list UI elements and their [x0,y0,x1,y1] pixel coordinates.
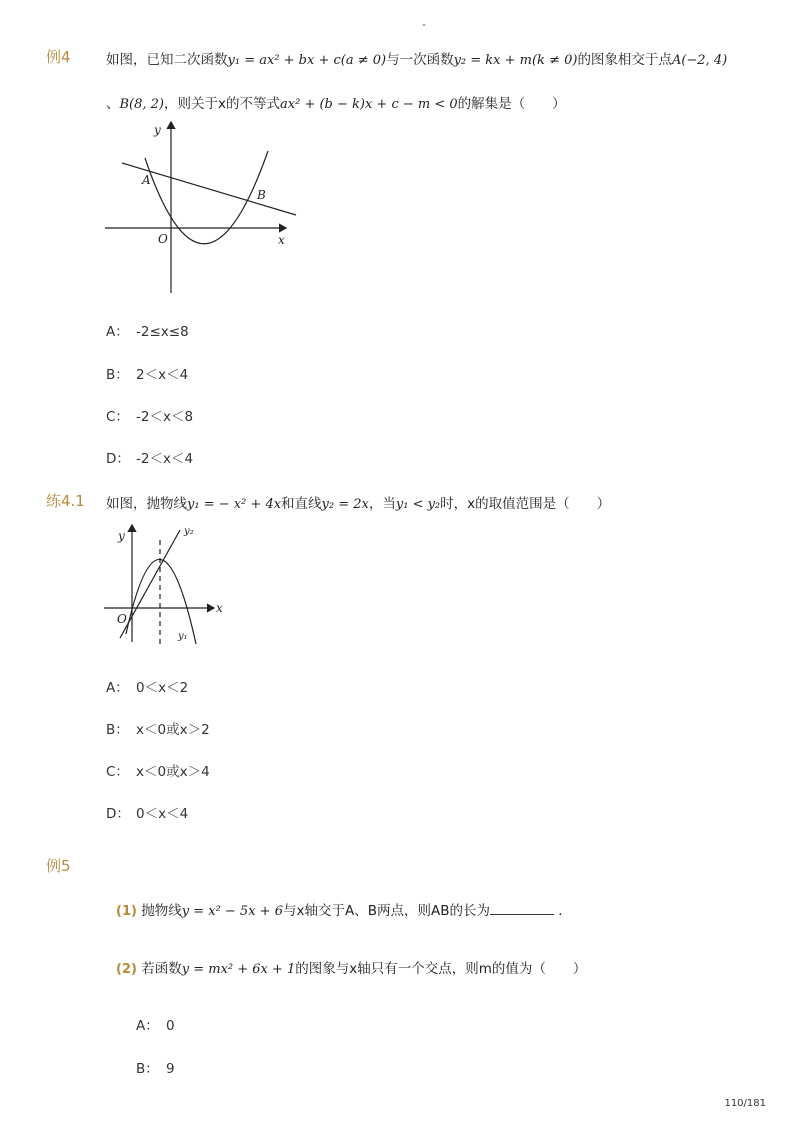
answer-blank[interactable] [490,902,554,915]
exercise-4-1-tag: 练4.1 [46,492,85,510]
origin-label: O [117,612,127,626]
point-a: A(−2, 4) [671,53,728,68]
example-4-option-b[interactable]: B： 2＜x＜4 [106,367,189,383]
y2-label: y₂ [184,526,194,537]
x-label: x [278,233,285,247]
example-5-part-1: (1) 抛物线y = x² − 5x + 6与x轴交于A、B两点，则AB的长为 ． [116,903,572,919]
example-5-option-b[interactable]: B： 9 [136,1061,175,1077]
page-marker: - [422,18,426,31]
example-4-option-c[interactable]: C： -2＜x＜8 [106,409,194,425]
page-number: 110/181 [724,1098,766,1109]
exercise-4-1-option-d[interactable]: D： 0＜x＜4 [106,806,189,822]
part-1-function: y = x² − 5x + 6 [181,904,283,919]
part-2-number: (2) [116,962,137,977]
condition: y₁ < y₂ [395,497,441,512]
point-b-label: B [257,188,266,202]
parabola-curve [145,151,268,244]
line-function: y₂ = 2x [321,497,369,512]
exercise-4-1-option-c[interactable]: C： x＜0或x＞4 [106,764,210,780]
example-4-tag: 例4 [46,48,71,66]
example-4-option-a[interactable]: A： -2≤x≤8 [106,324,189,340]
part-2-function: y = mx² + 6x + 1 [181,962,296,977]
quadratic-function: y₁ = ax² + bx + c(a ≠ 0) [227,53,387,68]
example-4-graph [100,118,305,298]
origin-label: O [158,232,168,246]
exercise-4-1-graph [100,520,230,648]
point-a-label: A [142,173,151,187]
example-5-tag: 例5 [46,857,71,875]
linear-function: y₂ = kx + m(k ≠ 0) [453,53,578,68]
exercise-4-1-option-a[interactable]: A： 0＜x＜2 [106,680,189,696]
exercise-4-1-question: 如图，抛物线y₁ = − x² + 4x和直线y₂ = 2x，当y₁ < y₂时，x的取值范围是（ ） [106,496,611,512]
example-4-line2: 、B(8, 2)，则关于x的不等式ax² + (b − k)x + c − m < 0的解集是（ ） [106,96,566,112]
exercise-4-1-option-b[interactable]: B： x＜0或x＞2 [106,722,210,738]
point-b: B(8, 2) [119,97,165,112]
example-5-part-2: (2) 若函数y = mx² + 6x + 1的图象与x轴只有一个交点，则m的值为（ ） [116,961,587,977]
example-5-option-a[interactable]: A： 0 [136,1018,175,1034]
straight-line [122,163,296,215]
example-4-line1: 如图，已知二次函数y₁ = ax² + bx + c(a ≠ 0)与一次函数y₂ = kx + m(k ≠ 0)的图象相交于点A(−2, 4) [106,52,728,68]
y-label: y [118,529,125,543]
inequality: ax² + (b − k)x + c − m < 0 [280,97,458,112]
y-label: y [154,123,161,137]
line-y2 [120,530,180,638]
parabola-function: y₁ = − x² + 4x [187,497,282,512]
part-1-number: (1) [116,904,137,919]
example-4-option-d[interactable]: D： -2＜x＜4 [106,451,194,467]
x-label: x [216,601,223,615]
y1-label: y₁ [178,631,188,642]
